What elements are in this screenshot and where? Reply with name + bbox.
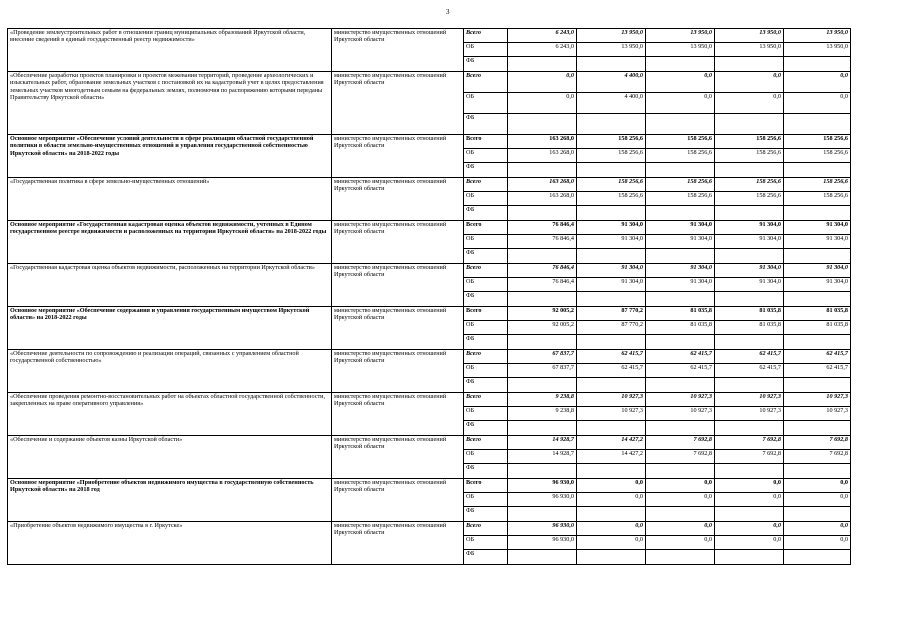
total-value: 0,0 (508, 72, 577, 93)
executor-name: министерство имущественных отношений Иркутской области (332, 29, 464, 72)
source-label-total: Всего (464, 393, 508, 407)
ob-value: 81 035,8 (784, 321, 851, 335)
total-value: 81 035,8 (646, 307, 715, 321)
table-row-total (8, 221, 851, 235)
ob-value: 14 427,2 (577, 450, 646, 464)
ob-value: 7 692,8 (715, 450, 784, 464)
total-value: 91 304,0 (646, 221, 715, 235)
total-value: 91 304,0 (715, 221, 784, 235)
total-value: 158 256,6 (646, 178, 715, 192)
executor-name: министерство имущественных отношений Иркутской области (332, 393, 464, 436)
source-label-fb: ФБ (464, 421, 508, 436)
source-label-total: Всего (464, 178, 508, 192)
fb-value (577, 421, 646, 436)
total-value: 0,0 (715, 72, 784, 93)
ob-value: 163 268,0 (508, 149, 577, 163)
ob-value: 0,0 (577, 493, 646, 507)
total-value: 87 770,2 (577, 307, 646, 321)
fb-value (508, 114, 577, 135)
ob-value: 0,0 (577, 536, 646, 550)
total-value: 0,0 (646, 72, 715, 93)
total-value: 10 927,3 (577, 393, 646, 407)
fb-value (715, 378, 784, 393)
source-label-total: Всего (464, 29, 508, 43)
fb-value (646, 163, 715, 178)
ob-value: 91 304,0 (715, 235, 784, 249)
ob-value: 14 928,7 (508, 450, 577, 464)
fb-value (784, 292, 851, 307)
ob-value: 13 950,0 (784, 43, 851, 57)
fb-value (508, 421, 577, 436)
ob-value: 0,0 (715, 93, 784, 114)
total-value: 96 930,0 (508, 479, 577, 493)
fb-value (646, 507, 715, 522)
total-value: 163 268,0 (508, 135, 577, 149)
source-label-fb: ФБ (464, 507, 508, 522)
ob-value: 9 238,8 (508, 407, 577, 421)
ob-value: 0,0 (646, 536, 715, 550)
fb-value (784, 550, 851, 565)
table-row-total (8, 522, 851, 536)
fb-value (577, 335, 646, 350)
total-value: 14 928,7 (508, 436, 577, 450)
ob-value: 96 930,0 (508, 536, 577, 550)
source-label-fb: ФБ (464, 114, 508, 135)
ob-value: 0,0 (715, 493, 784, 507)
executor-name: министерство имущественных отношений Иркутской области (332, 350, 464, 393)
fb-value (646, 335, 715, 350)
total-value: 91 304,0 (646, 264, 715, 278)
ob-value: 0,0 (784, 536, 851, 550)
source-label-fb: ФБ (464, 206, 508, 221)
total-value: 91 304,0 (577, 264, 646, 278)
ob-value: 158 256,6 (784, 192, 851, 206)
source-label-ob: ОБ (464, 450, 508, 464)
fb-value (715, 464, 784, 479)
total-value: 10 927,3 (646, 393, 715, 407)
fb-value (508, 206, 577, 221)
table-row-total (8, 135, 851, 149)
fb-value (577, 550, 646, 565)
ob-value: 81 035,8 (715, 321, 784, 335)
budget-table (7, 28, 851, 565)
ob-value: 158 256,6 (784, 149, 851, 163)
source-label-total: Всего (464, 135, 508, 149)
source-label-ob: ОБ (464, 321, 508, 335)
total-value: 7 692,8 (646, 436, 715, 450)
total-value: 91 304,0 (715, 264, 784, 278)
fb-value (577, 114, 646, 135)
total-value: 62 415,7 (784, 350, 851, 364)
activity-name: Основное мероприятие «Государственная кадастровая оценка объектов недвижимости, учтенных в Едином государственном реестре недвижимости и расположенных на территории Иркутской области» на 2018-2022 годы (8, 221, 332, 264)
ob-value: 10 927,3 (646, 407, 715, 421)
total-value: 91 304,0 (784, 264, 851, 278)
ob-value: 158 256,6 (577, 192, 646, 206)
source-label-total: Всего (464, 221, 508, 235)
source-label-total: Всего (464, 264, 508, 278)
ob-value: 87 770,2 (577, 321, 646, 335)
total-value: 67 837,7 (508, 350, 577, 364)
ob-value: 4 400,0 (577, 93, 646, 114)
total-value: 6 243,0 (508, 29, 577, 43)
ob-value: 158 256,6 (715, 149, 784, 163)
total-value: 92 005,2 (508, 307, 577, 321)
total-value: 158 256,6 (577, 135, 646, 149)
ob-value: 158 256,6 (646, 149, 715, 163)
fb-value (784, 507, 851, 522)
total-value: 0,0 (784, 479, 851, 493)
source-label-fb: ФБ (464, 249, 508, 264)
executor-name: министерство имущественных отношений Иркутской области (332, 479, 464, 522)
source-label-total: Всего (464, 479, 508, 493)
total-value: 4 400,0 (577, 72, 646, 93)
executor-name: министерство имущественных отношений Иркутской области (332, 522, 464, 565)
ob-value: 76 846,4 (508, 235, 577, 249)
ob-value: 6 243,0 (508, 43, 577, 57)
fb-value (577, 292, 646, 307)
fb-value (715, 163, 784, 178)
fb-value (577, 507, 646, 522)
source-label-fb: ФБ (464, 335, 508, 350)
total-value: 158 256,6 (646, 135, 715, 149)
fb-value (715, 421, 784, 436)
fb-value (646, 421, 715, 436)
total-value: 7 692,8 (715, 436, 784, 450)
ob-value: 76 846,4 (508, 278, 577, 292)
ob-value: 91 304,0 (577, 278, 646, 292)
activity-name: «Государственная политика в сфере земельно-имущественных отношений» (8, 178, 332, 221)
total-value: 62 415,7 (577, 350, 646, 364)
fb-value (715, 292, 784, 307)
fb-value (508, 507, 577, 522)
fb-value (784, 57, 851, 72)
table-row-total (8, 72, 851, 93)
source-label-fb: ФБ (464, 163, 508, 178)
source-label-ob: ОБ (464, 93, 508, 114)
total-value: 158 256,6 (577, 178, 646, 192)
ob-value: 0,0 (784, 493, 851, 507)
executor-name: министерство имущественных отношений Иркутской области (332, 72, 464, 135)
table-row-total (8, 350, 851, 364)
activity-name: «Обеспечение проведения ремонтно-восстановительных работ на объектах областной государственной собственности, закрепленных на праве оперативного управления» (8, 393, 332, 436)
ob-value: 0,0 (715, 536, 784, 550)
ob-value: 91 304,0 (646, 235, 715, 249)
source-label-ob: ОБ (464, 149, 508, 163)
ob-value: 10 927,3 (784, 407, 851, 421)
ob-value: 10 927,3 (715, 407, 784, 421)
total-value: 10 927,3 (715, 393, 784, 407)
total-value: 158 256,6 (784, 178, 851, 192)
ob-value: 7 692,8 (646, 450, 715, 464)
page-number: 3 (446, 8, 450, 16)
source-label-total: Всего (464, 436, 508, 450)
executor-name: министерство имущественных отношений Иркутской области (332, 307, 464, 350)
ob-value: 158 256,6 (715, 192, 784, 206)
ob-value: 62 415,7 (784, 364, 851, 378)
fb-value (715, 550, 784, 565)
fb-value (784, 378, 851, 393)
activity-name: «Приобретение объектов недвижимого имущества в г. Иркутске» (8, 522, 332, 565)
total-value: 96 930,0 (508, 522, 577, 536)
fb-value (784, 249, 851, 264)
table-row-total (8, 264, 851, 278)
total-value: 0,0 (715, 522, 784, 536)
source-label-ob: ОБ (464, 192, 508, 206)
total-value: 81 035,8 (784, 307, 851, 321)
fb-value (715, 335, 784, 350)
activity-name: «Обеспечение деятельности по сопровождению и реализации операций, связанных с управлением областной государственной собственностью» (8, 350, 332, 393)
total-value: 91 304,0 (577, 221, 646, 235)
source-label-total: Всего (464, 72, 508, 93)
table-row-total (8, 393, 851, 407)
ob-value: 91 304,0 (784, 235, 851, 249)
ob-value: 92 005,2 (508, 321, 577, 335)
fb-value (508, 335, 577, 350)
fb-value (577, 249, 646, 264)
table-row-total (8, 29, 851, 43)
ob-value: 13 950,0 (646, 43, 715, 57)
ob-value: 158 256,6 (646, 192, 715, 206)
total-value: 13 950,0 (646, 29, 715, 43)
fb-value (646, 378, 715, 393)
ob-value: 13 950,0 (715, 43, 784, 57)
total-value: 62 415,7 (715, 350, 784, 364)
fb-value (715, 249, 784, 264)
source-label-fb: ФБ (464, 57, 508, 72)
executor-name: министерство имущественных отношений Иркутской области (332, 135, 464, 178)
total-value: 13 950,0 (784, 29, 851, 43)
total-value: 10 927,3 (784, 393, 851, 407)
fb-value (784, 421, 851, 436)
fb-value (784, 335, 851, 350)
fb-value (577, 57, 646, 72)
fb-value (646, 57, 715, 72)
ob-value: 67 837,7 (508, 364, 577, 378)
source-label-ob: ОБ (464, 536, 508, 550)
table-row-total (8, 307, 851, 321)
executor-name: министерство имущественных отношений Иркутской области (332, 264, 464, 307)
ob-value: 81 035,8 (646, 321, 715, 335)
table-row-total (8, 178, 851, 192)
ob-value: 0,0 (508, 93, 577, 114)
fb-value (646, 206, 715, 221)
activity-name: «Обеспечение и содержание объектов казны Иркутской области» (8, 436, 332, 479)
total-value: 0,0 (646, 522, 715, 536)
source-label-ob: ОБ (464, 278, 508, 292)
ob-value: 10 927,3 (577, 407, 646, 421)
fb-value (715, 206, 784, 221)
total-value: 0,0 (715, 479, 784, 493)
ob-value: 91 304,0 (646, 278, 715, 292)
table-row-total (8, 436, 851, 450)
budget-table-body (8, 29, 851, 565)
fb-value (508, 378, 577, 393)
total-value: 158 256,6 (784, 135, 851, 149)
ob-value: 0,0 (784, 93, 851, 114)
total-value: 0,0 (784, 72, 851, 93)
ob-value: 96 930,0 (508, 493, 577, 507)
ob-value: 7 692,8 (784, 450, 851, 464)
table-row-total (8, 479, 851, 493)
executor-name: министерство имущественных отношений Иркутской области (332, 178, 464, 221)
executor-name: министерство имущественных отношений Иркутской области (332, 221, 464, 264)
fb-value (577, 206, 646, 221)
ob-value: 91 304,0 (715, 278, 784, 292)
activity-name: Основное мероприятие «Обеспечение содержания и управления государственным имуществом Иркутской области» на 2018-2022 годы (8, 307, 332, 350)
source-label-fb: ФБ (464, 378, 508, 393)
activity-name: «Обеспечение разработки проектов планировки и проектов межевания территорий, проведение археологических и изыскательных работ, образование земельных участков с постановкой их на кадастровый учет в целях предоставления земельных участков многодетным семьям на федеральных землях, полномочия по распоряжению которыми переданы Правительству Иркутской области» (8, 72, 332, 135)
total-value: 7 692,8 (784, 436, 851, 450)
ob-value: 13 950,0 (577, 43, 646, 57)
fb-value (508, 163, 577, 178)
fb-value (784, 206, 851, 221)
source-label-fb: ФБ (464, 292, 508, 307)
fb-value (784, 114, 851, 135)
ob-value: 91 304,0 (577, 235, 646, 249)
activity-name: Основное мероприятие «Приобретение объектов недвижимого имущества в государственную собственность Иркутской области» на 2018 год (8, 479, 332, 522)
source-label-total: Всего (464, 307, 508, 321)
fb-value (646, 464, 715, 479)
ob-value: 62 415,7 (577, 364, 646, 378)
total-value: 0,0 (577, 479, 646, 493)
ob-value: 62 415,7 (646, 364, 715, 378)
activity-name: «Государственная кадастровая оценка объектов недвижимости, расположенных на территории Иркутской области» (8, 264, 332, 307)
source-label-ob: ОБ (464, 364, 508, 378)
fb-value (646, 292, 715, 307)
fb-value (508, 57, 577, 72)
ob-value: 91 304,0 (784, 278, 851, 292)
fb-value (508, 464, 577, 479)
fb-value (577, 163, 646, 178)
total-value: 0,0 (784, 522, 851, 536)
activity-name: Основное мероприятие «Обеспечение условий деятельности в сфере реализации областной государственной политики в области земельно-имущественных отношений и управления государственной собственностью Иркутской области» на 2018-2022 годы (8, 135, 332, 178)
fb-value (646, 550, 715, 565)
total-value: 163 268,0 (508, 178, 577, 192)
ob-value: 0,0 (646, 93, 715, 114)
fb-value (646, 114, 715, 135)
fb-value (715, 57, 784, 72)
fb-value (577, 464, 646, 479)
executor-name: министерство имущественных отношений Иркутской области (332, 436, 464, 479)
fb-value (715, 114, 784, 135)
fb-value (577, 378, 646, 393)
total-value: 81 035,8 (715, 307, 784, 321)
total-value: 76 846,4 (508, 264, 577, 278)
ob-value: 158 256,6 (577, 149, 646, 163)
fb-value (715, 507, 784, 522)
total-value: 14 427,2 (577, 436, 646, 450)
total-value: 76 846,4 (508, 221, 577, 235)
source-label-fb: ФБ (464, 550, 508, 565)
source-label-fb: ФБ (464, 464, 508, 479)
total-value: 91 304,0 (784, 221, 851, 235)
source-label-total: Всего (464, 350, 508, 364)
activity-name: «Проведение землеустроительных работ в отношении границ муниципальных образований Иркутской области, внесение сведений в единый государственный реестр недвижимости» (8, 29, 332, 72)
total-value: 0,0 (577, 522, 646, 536)
source-label-ob: ОБ (464, 407, 508, 421)
fb-value (508, 550, 577, 565)
fb-value (508, 249, 577, 264)
fb-value (646, 249, 715, 264)
total-value: 13 950,0 (577, 29, 646, 43)
source-label-total: Всего (464, 522, 508, 536)
total-value: 158 256,6 (715, 135, 784, 149)
source-label-ob: ОБ (464, 493, 508, 507)
fb-value (508, 292, 577, 307)
fb-value (784, 163, 851, 178)
source-label-ob: ОБ (464, 43, 508, 57)
fb-value (784, 464, 851, 479)
ob-value: 0,0 (646, 493, 715, 507)
total-value: 13 950,0 (715, 29, 784, 43)
total-value: 9 238,8 (508, 393, 577, 407)
total-value: 62 415,7 (646, 350, 715, 364)
source-label-ob: ОБ (464, 235, 508, 249)
total-value: 0,0 (646, 479, 715, 493)
total-value: 158 256,6 (715, 178, 784, 192)
ob-value: 163 268,0 (508, 192, 577, 206)
ob-value: 62 415,7 (715, 364, 784, 378)
